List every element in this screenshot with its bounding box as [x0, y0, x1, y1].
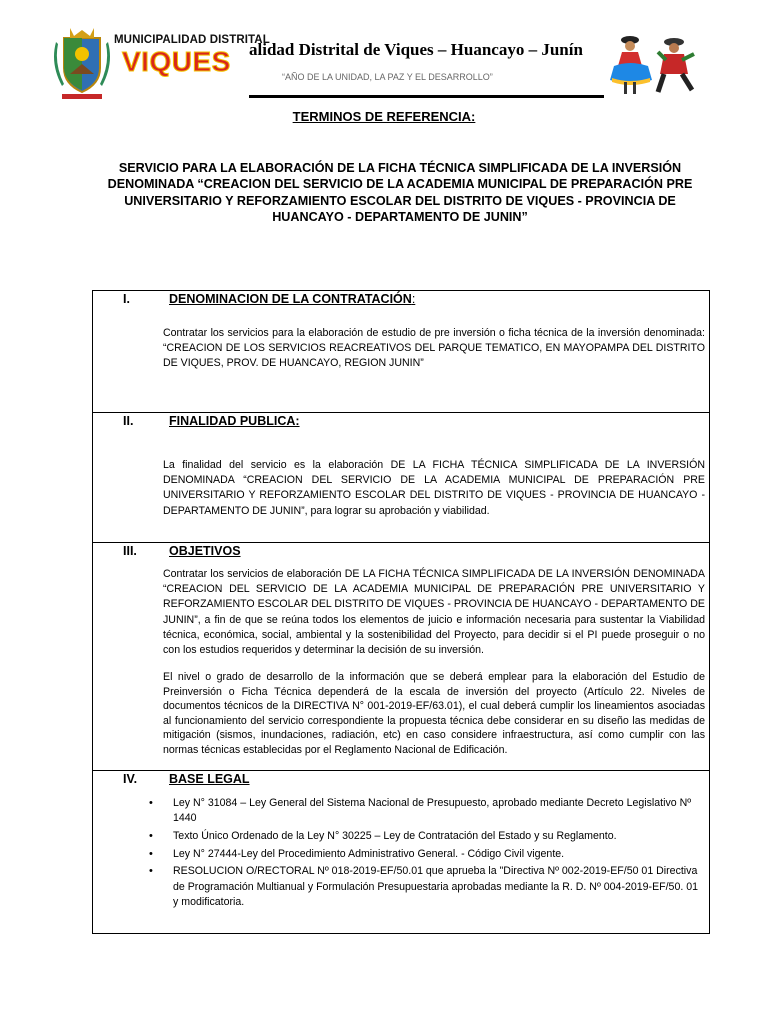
document-title: TERMINOS DE REFERENCIA: — [292, 109, 476, 124]
section-heading — [169, 292, 415, 306]
letterhead-motto: “AÑO DE LA UNIDAD, LA PAZ Y EL DESARROLLO” — [282, 72, 493, 82]
section-heading: OBJETIVOS — [169, 544, 241, 558]
section-text: La finalidad del servicio es la elaboración DE LA FICHA TÉCNICA SIMPLIFICADA DE LA INVERSIÓN DENOMINADA “CREACION DEL SERVICIO DE LA ACADEMIA MUNICIPAL DE PREPARACIÓN PRE UNIVERSITARIO Y REFORZAMIENTO ESCOLAR DEL DISTRITO DE VIQUES - PROVINCIA DE HUANCAYO - DEPARTAMENTO DE JUNIN”, para lograr su aprobación y viabilidad. — [163, 459, 705, 517]
section-text: El nivel o grado de desarrollo de la información que se deberá emplear para la elaboración del Estudio de Preinversión o Ficha Técnica dependerá de la escala de inversión del proyecto (Artículo 22. Niveles de documentos técnicos de la DIRECTIVA N° 001-2019-EF/63.01), el cual deberá cumplir los lineamientos asociadas al funcionamiento del servicio correspondiente la propuesta técnica debe considerar en su diseño las medidas de mitigación (sismos, inundaciones, radiación, etc) en caso considere infraestructura, así como cumplir con las normas técnicas establecidas por el Reglamento Nacional de Edificación. — [163, 671, 705, 756]
section-heading: BASE LEGAL — [169, 772, 250, 786]
logo-name: VIQUES — [122, 46, 231, 77]
dancers-illustration — [608, 30, 704, 100]
list-item: • RESOLUCION O/RECTORAL Nº 018-2019-EF/50.01 que aprueba la "Directiva Nº 002-2019-EF/50 01 Directiva de Programación Multianual y Formulación Presupuestaria aprobadas mediante la R. D. Nº 004-2019-EF/50. 01 y modificatoria. — [149, 864, 705, 910]
terms-table — [92, 290, 710, 934]
letterhead-rule — [249, 95, 604, 98]
section-number: III. — [123, 544, 137, 558]
list-item: • Ley N° 31084 – Ley General del Sistema Nacional de Presupuesto, aprobado mediante Decreto Legislativo Nº 1440 — [149, 796, 705, 826]
service-title: SERVICIO PARA LA ELABORACIÓN DE LA FICHA TÉCNICA SIMPLIFICADA DE LA INVERSIÓN DENOMINADA “CREACION DEL SERVICIO DE LA ACADEMIA MUNICIPAL DE PREPARACIÓN PRE UNIVERSITARIO Y REFORZAMIENTO ESCOLAR DEL DISTRITO DE VIQUES - PROVINCIA DE HUANCAYO - DEPARTAMENTO DE JUNIN” — [107, 161, 693, 225]
section-denominacion — [93, 291, 709, 412]
section-finalidad — [93, 412, 709, 542]
logo-caption: MUNICIPALIDAD DISTRITAL — [114, 34, 270, 46]
heading-colon: : — [411, 292, 416, 306]
municipal-logo — [52, 24, 270, 106]
section-base-legal — [93, 770, 709, 933]
coat-of-arms-icon — [52, 24, 112, 106]
section-number: IV. — [123, 772, 138, 786]
section-heading-text: DENOMINACION DE LA CONTRATACIÓN — [169, 292, 412, 306]
section-number: II. — [123, 414, 134, 428]
section-objetivos — [93, 542, 709, 770]
list-item: • Ley N° 27444-Ley del Procedimiento Administrativo General. - Código Civil vigente. — [149, 847, 705, 862]
letterhead-title: alidad Distrital de Viques – Huancayo – Junín — [249, 40, 583, 59]
list-item: • Texto Único Ordenado de la Ley N° 30225 – Ley de Contratación del Estado y su Reglamento. — [149, 829, 705, 844]
legal-list — [149, 796, 705, 912]
section-heading: FINALIDAD PUBLICA: — [169, 414, 300, 428]
section-text: Contratar los servicios de elaboración DE LA FICHA TÉCNICA SIMPLIFICADA DE LA INVERSIÓN DENOMINADA “CREACION DEL SERVICIO DE LA ACADEMIA MUNICIPAL DE PREPARACIÓN PRE UNIVERSITARIO Y REFORZAMIENTO ESCOLAR DEL DISTRITO DE VIQUES - PROVINCIA DE HUANCAYO - DEPARTAMENTO DE JUNIN”, a fin de que se reúna todos los elementos de juicio e información necesaria para sustentar la Viabilidad técnica, económica, social, ambiental y la sostenibilidad del Proyecto, para decidir si el PI puede proseguir o no con los estudios requeridos y determinar la decisión de su inversión. — [163, 568, 705, 657]
section-text: Contratar los servicios para la elaboración de estudio de pre inversión o ficha técnica de la inversión denominada: “CREACION DE LOS SERVICIOS REACREATIVOS DEL PARQUE TEMATICO, EN MAYOPAMPA DEL DISTRITO DE VIQUES, PROV. DE HUANCAYO, REGION JUNIN” — [163, 327, 705, 370]
section-number: I. — [123, 292, 130, 306]
